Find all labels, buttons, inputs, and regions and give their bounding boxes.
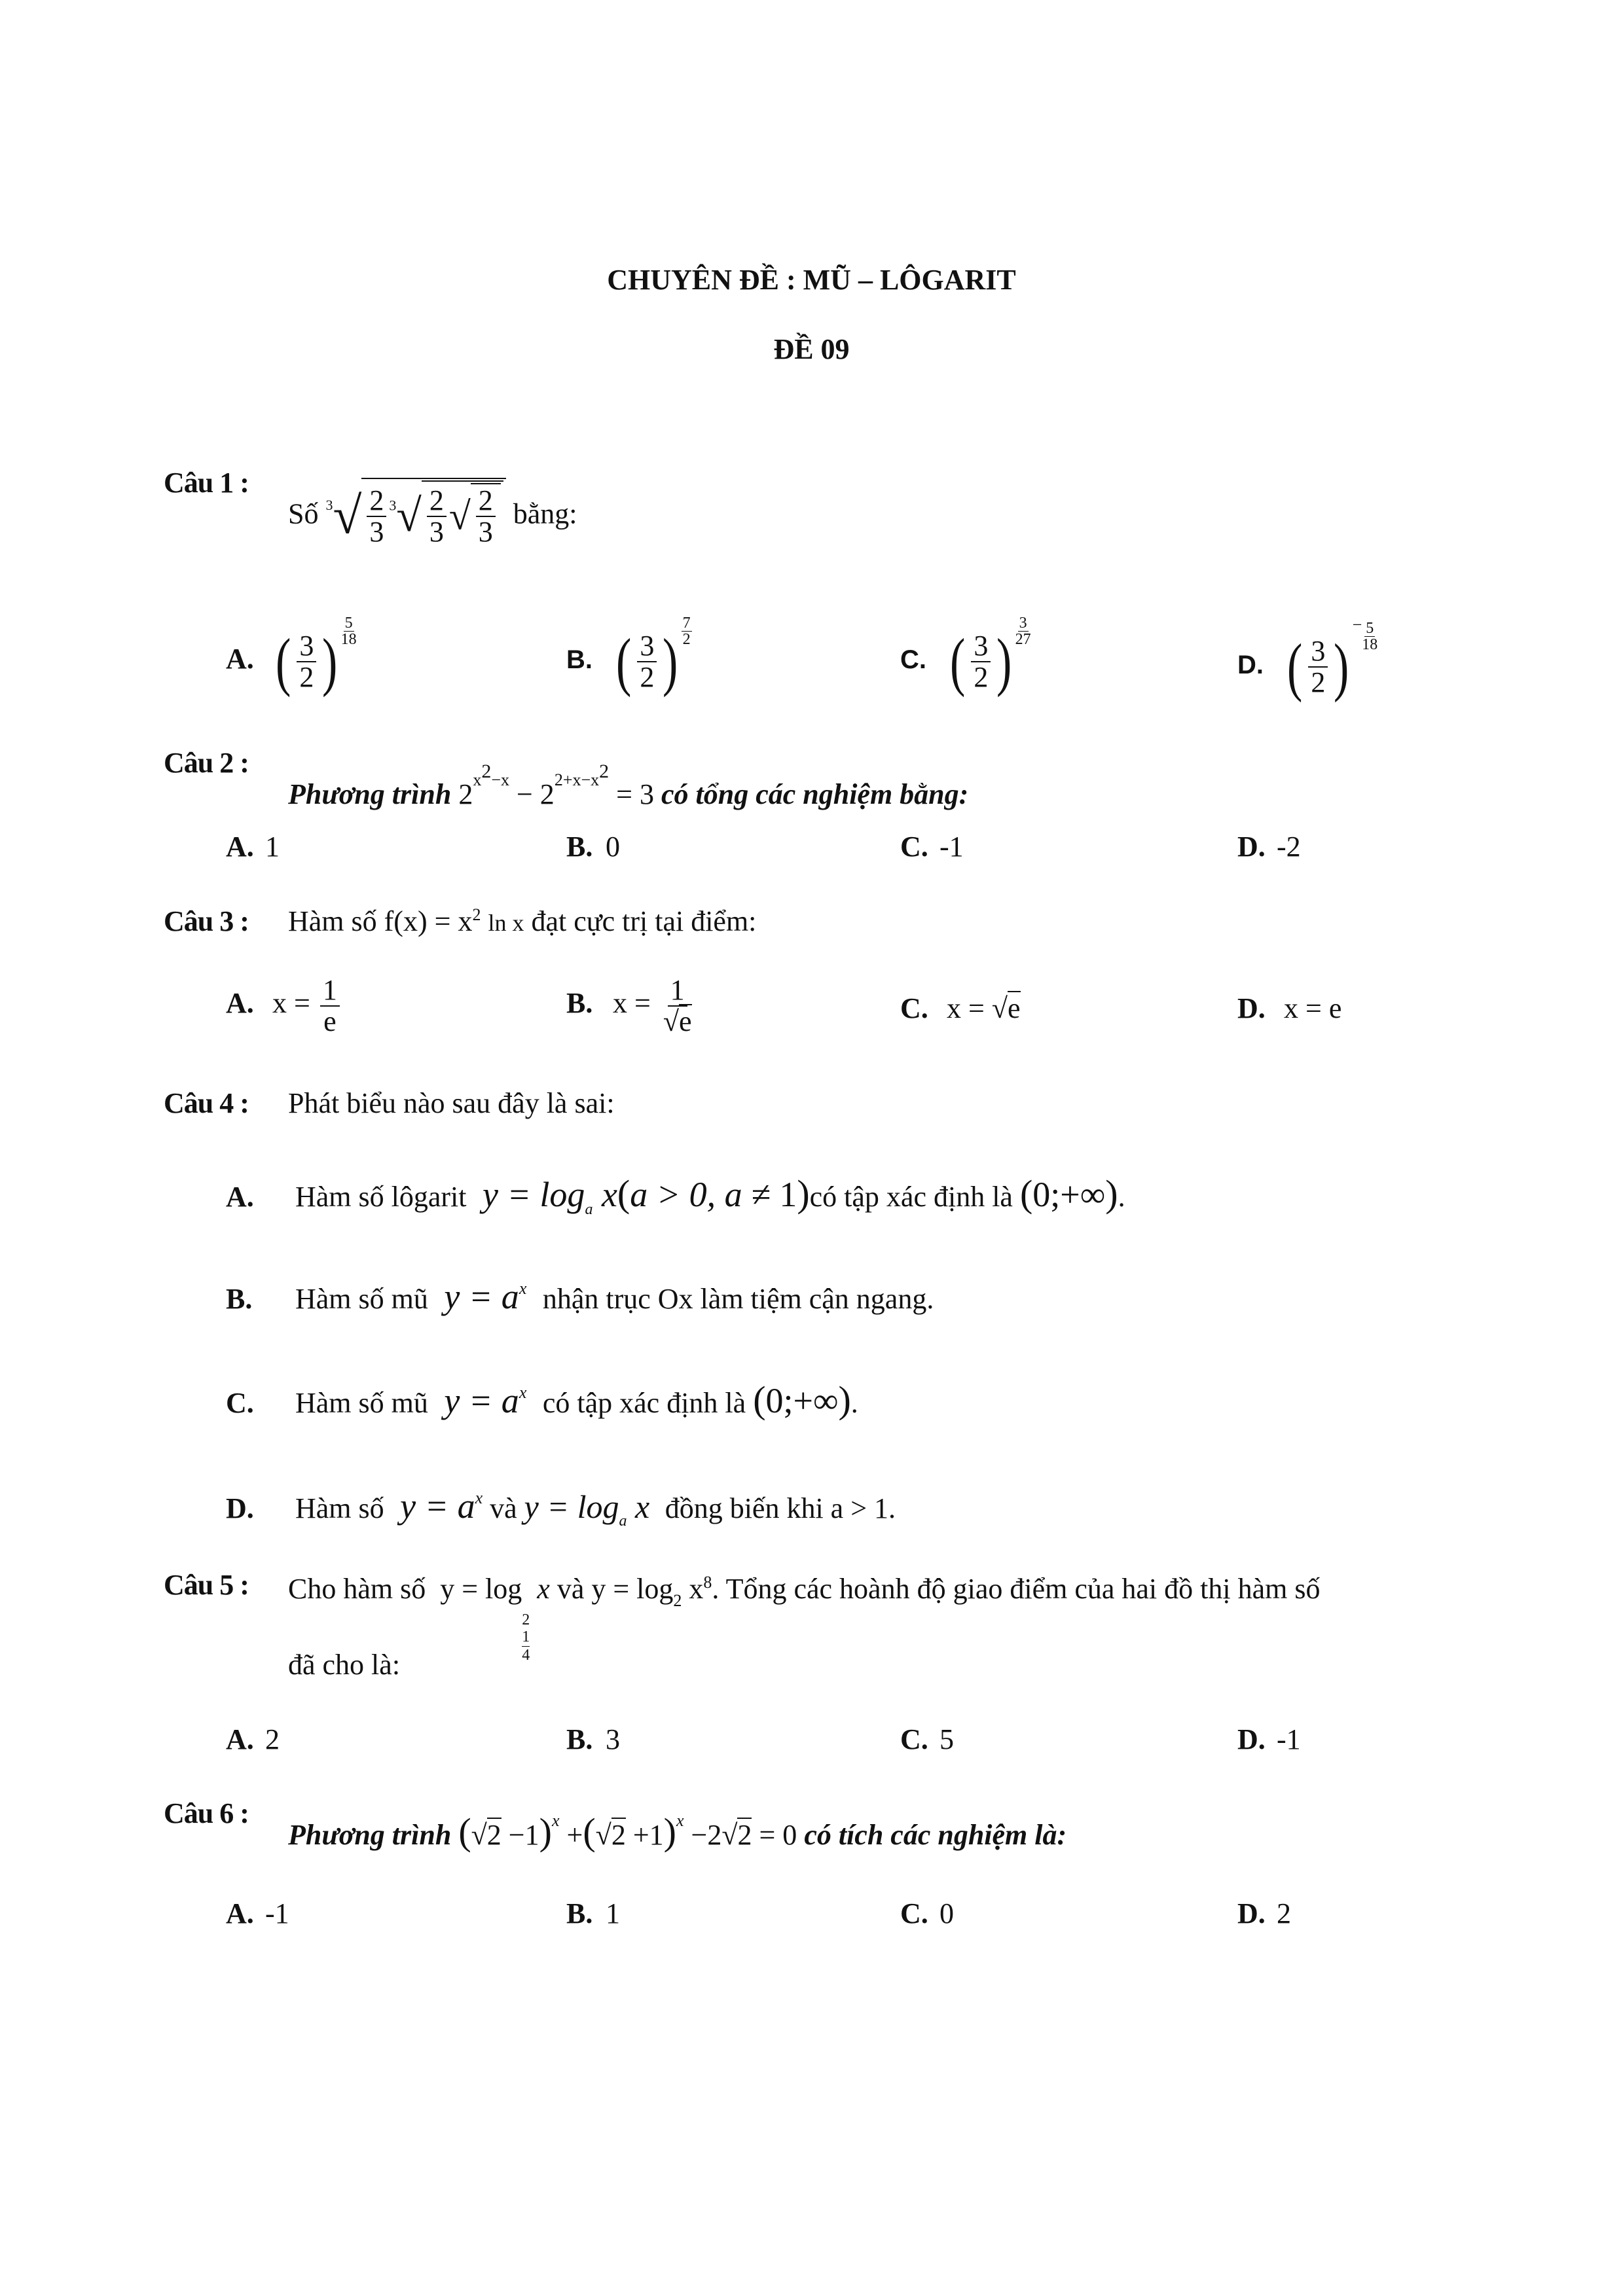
question-5-expression: y = log 2 1 4 x [433,1573,550,1664]
option-end: . [1118,1181,1125,1213]
question-6-option-d[interactable] [1237,1897,1291,1930]
option-value: x = e [1284,992,1342,1024]
option-letter: A. [226,1723,254,1755]
question-6-label: Câu 6 : [164,1797,249,1829]
option-suffix: có tập xác định là [542,1387,746,1419]
question-2-option-a[interactable] [226,830,280,863]
question-6-option-b[interactable] [566,1897,620,1930]
question-5-option-a[interactable] [226,1723,280,1756]
question-5-text [288,1572,1320,1664]
option-base-den: 2 [299,660,314,693]
question-2-option-b[interactable] [566,830,620,863]
option-value: -1 [939,831,964,863]
question-6-option-a[interactable] [226,1897,289,1930]
question-3-suffix: đạt cực trị tại điểm: [531,905,757,937]
question-5-suffix: . Tổng các hoành độ giao điểm của hai đồ thị hàm số [712,1573,1321,1605]
option-prefix: Hàm số mũ [295,1387,428,1419]
option-letter: D. [1237,831,1266,863]
question-6-expression: $(√2 -1)^x +(√2 +1)^x -2√2 = 0$ [458,1810,797,1853]
option-value: 5 [939,1723,954,1755]
question-5-option-b[interactable] [566,1723,620,1756]
option-letter: B. [566,987,593,1020]
option-suffix: đồng biến khi a > 1. [665,1492,896,1524]
option-value: 0 [939,1897,954,1929]
question-3-prefix: Hàm số f(x) = [288,905,451,937]
option-value: -1 [265,1897,289,1929]
question-2-prefix: Phương trình [288,778,452,810]
question-3-option-a[interactable] [226,975,342,1037]
option-expression: x = $\frac{1}{e}$ [272,987,342,1019]
option-base-num: 3 [1308,636,1328,668]
question-2-expression: $2^{x2-x} - 2^{2+x-x2} = 3$ [458,761,654,810]
question-1-prefix: Số [288,497,319,530]
option-exp-sign: − [1352,615,1362,634]
question-5-text-line2: đã cho là: [288,1649,401,1681]
option-exp-num: 5 [1366,620,1374,637]
option-letter: B. [566,645,593,674]
question-1-option-b[interactable]: B. ( $\frac{3}{2}$ ) $\frac{7}{2}$ [566,615,691,698]
option-letter: D. [1237,1897,1266,1929]
option-value: 1 [606,1897,620,1929]
question-4-option-d[interactable] [226,1486,896,1530]
option-base-den: 2 [640,660,655,693]
option-letter: C. [900,645,926,674]
option-exp-num: 5 [344,615,353,632]
question-5-middle: và [556,1573,585,1605]
question-2-label: Câu 2 : [164,747,249,779]
option-set: (0;+∞) [753,1378,851,1421]
option-suffix: nhận trục Ox làm tiệm cận ngang. [542,1283,934,1315]
option-letter: B. [226,1283,253,1315]
question-2-option-d[interactable] [1237,830,1301,863]
option-expression: x = √e [947,992,1021,1024]
question-5-label: Câu 5 : [164,1569,249,1601]
question-3-option-d[interactable] [1237,992,1341,1025]
option-exp-den: 27 [1015,631,1031,648]
question-3-label: Câu 3 : [164,905,249,937]
option-letter: A. [226,1897,254,1929]
option-value: 0 [606,831,620,863]
option-expression: x = $\frac{1}{√e}$ [613,974,692,1038]
question-6-suffix: có tích các nghiệm là: [804,1819,1067,1851]
question-4-option-a[interactable] [226,1172,1125,1219]
option-expression: $y = a^x$ [435,1277,527,1316]
option-letter: D. [1237,651,1264,679]
option-exp-den: 18 [340,631,357,648]
document-subtitle: ĐỀ 09 [773,333,850,365]
option-value: 2 [265,1723,280,1755]
option-expression: $y = a^x$ [435,1381,527,1420]
option-letter: D. [226,1492,254,1524]
option-value: -1 [1277,1723,1301,1755]
option-base-num: 3 [637,631,657,662]
document-title: CHUYÊN ĐỀ : MŨ – LÔGARIT [607,264,1016,296]
option-exp-num: 3 [1019,615,1027,632]
option-middle: và [490,1492,517,1524]
question-5-option-d[interactable] [1237,1723,1301,1756]
option-letter: C. [900,992,928,1024]
question-2-option-c[interactable] [900,830,964,863]
option-base-den: 2 [1311,666,1326,698]
option-letter: C. [900,1723,928,1755]
question-6-option-c[interactable] [900,1897,954,1930]
option-exp-den: 2 [682,631,691,648]
question-5-prefix: Cho hàm số [288,1573,426,1605]
option-suffix: có tập xác định là [809,1181,1013,1213]
option-prefix: Hàm số [295,1492,384,1524]
option-expression-2: $y = \log_a x$ [524,1488,658,1530]
question-1-suffix: bằng: [513,497,577,530]
question-3-option-c[interactable] [900,992,1021,1025]
option-value: 2 [1277,1897,1291,1929]
question-1-label: Câu 1 : [164,467,249,499]
question-1-option-a[interactable]: A. ( $\frac{3}{2}$ ) $\frac{5}{18}$ [226,615,357,698]
option-letter: A. [226,987,254,1020]
option-value: 1 [265,831,280,863]
option-base-num: 3 [971,631,991,662]
option-letter: D. [1237,1723,1266,1755]
option-expression: $y = \log_a x(a > 0$, a ≠ 1) [473,1172,810,1218]
option-letter: B. [566,1897,593,1929]
question-1-option-c[interactable]: C. ( $\frac{3}{2}$ ) $\frac{3}{27}$ [900,615,1031,698]
option-base-den: 2 [974,660,989,693]
question-1-expression: $^3$√ $\frac{2}{3}$ $^3$√ $\frac{2}{3}$ √ $\frac{2}{3}$ [325,497,513,529]
question-5-expression-2: $y = \log_2 x^8$ [591,1573,712,1610]
question-2-text [288,761,968,811]
question-1-option-d[interactable]: D. ( $\frac{3}{2}$ )− $\frac{5}{18}$ [1237,615,1378,704]
option-expression: $y = a^x$ [391,1486,483,1526]
question-3-option-b[interactable] [566,975,697,1037]
option-letter: B. [566,1723,593,1755]
question-4-text: Phát biểu nào sau đây là sai: [288,1087,615,1119]
question-5-option-c[interactable] [900,1723,954,1756]
option-letter: C. [226,1387,254,1419]
option-prefix: Hàm số mũ [295,1283,428,1315]
option-exp-num: 7 [682,615,691,632]
option-value: -2 [1277,831,1301,863]
option-exp-den: 18 [1362,636,1378,653]
question-4-option-b[interactable] [226,1276,934,1317]
question-6-prefix: Phương trình [288,1819,452,1851]
question-4-option-c[interactable] [226,1378,858,1422]
question-6-text [288,1810,1067,1854]
option-letter: A. [226,831,254,863]
question-4-label: Câu 4 : [164,1087,249,1119]
option-letter: C. [900,1897,928,1929]
option-base-num: 3 [297,631,316,662]
option-letter: C. [900,831,928,863]
option-prefix: Hàm số lôgarit [295,1181,467,1213]
option-letter: B. [566,831,593,863]
question-1-text [288,478,577,547]
option-set: (0;+∞) [1019,1172,1118,1215]
option-letter: D. [1237,992,1266,1024]
option-end: . [850,1387,858,1419]
option-letter: A. [226,1181,254,1213]
option-letter: A. [226,643,254,675]
question-2-suffix: có tổng các nghiệm bằng: [661,778,969,810]
option-value: 3 [606,1723,620,1755]
question-3-text [288,905,756,938]
question-3-expression: $x^2$ ln x [458,905,524,937]
